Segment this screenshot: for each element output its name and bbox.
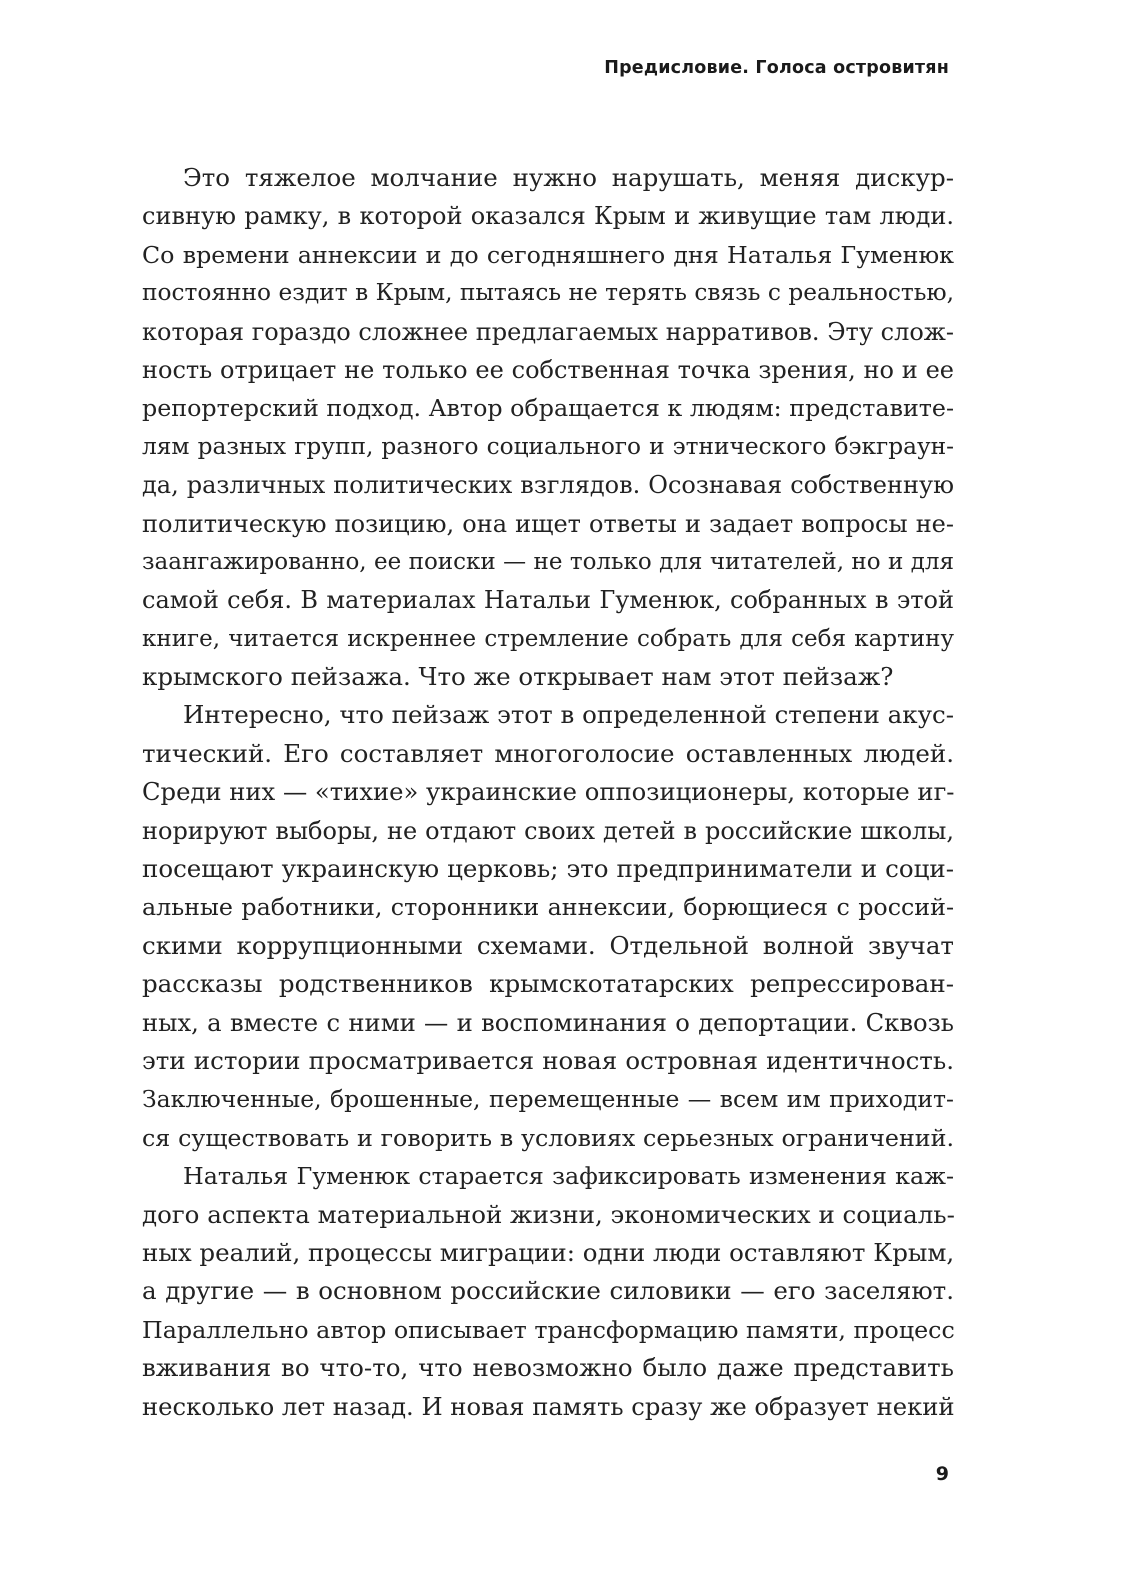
text-line: эти истории просматривается новая островная идентичность. [142, 1045, 954, 1075]
text-line: ся существовать и говорить в условиях серьезных ограничений. [142, 1123, 954, 1152]
text-line: политическую позицию, она ищет ответы и задает вопросы не- [142, 509, 954, 538]
text-line: ных реалий, процессы миграции: одни люди оставляют Крым, [142, 1237, 955, 1267]
text-line: тический. Его составляет многоголосие оставленных людей. [142, 738, 954, 768]
text-line: которая гораздо сложнее предлагаемых нарративов. Эту слож- [142, 317, 954, 346]
text-line: лям разных групп, разного социального и этнического бэкграун- [142, 432, 954, 460]
text-line: ных, а вместе с ними — и воспоминания о депортации. Сквозь [142, 1007, 954, 1037]
text-line: дого аспекта материальной жизни, экономических и социаль- [142, 1199, 955, 1229]
text-line: Это тяжелое молчание нужно нарушать, меняя дискур- [183, 163, 954, 192]
text-line: Наталья Гуменюк старается зафиксировать изменения каж- [183, 1162, 954, 1191]
running-header-title: Предисловие. Голоса островитян [604, 58, 949, 78]
text-line: Среди них — «тихие» украинские оппозиционеры, которые иг- [142, 777, 955, 807]
text-line: вживания во что-то, что невозможно было даже представить [142, 1353, 954, 1383]
text-line: скими коррупционными схемами. Отдельной волной звучат [142, 930, 954, 960]
text-line: Параллельно автор описывает трансформацию памяти, процесс [142, 1315, 955, 1344]
text-line: книге, читается искреннее стремление собрать для себя картину [142, 625, 954, 652]
page-number: 9 [935, 1463, 949, 1485]
text-line: да, различных политических взглядов. Осознавая собственную [142, 471, 954, 500]
text-line: ность отрицает не только ее собственная точка зрения, но и ее [142, 355, 954, 384]
text-line: альные работники, сторонники аннексии, борющиеся с россий- [142, 893, 954, 922]
text-line: сивную рамку, в которой оказался Крым и живущие там люди. [142, 202, 954, 231]
text-line: самой себя. В материалах Натальи Гуменюк, собранных в этой [142, 586, 954, 615]
text-line: несколько лет назад. И новая память сразу же образует некий [142, 1391, 955, 1421]
text-line: норируют выборы, не отдают своих детей в российские школы, [142, 816, 954, 845]
text-line: заангажированно, ее поиски — не только для читателей, но и для [142, 548, 954, 575]
text-line: Заключенные, брошенные, перемещенные — всем им приходит- [142, 1085, 954, 1114]
text-line: постоянно ездит в Крым, пытаясь не терять связь с реальностью, [142, 279, 954, 307]
text-line: репортерский подход. Автор обращается к людям: представите- [142, 394, 954, 423]
text-line: Интересно, что пейзаж этот в определенной степени акус- [183, 700, 954, 730]
text-line: Со времени аннексии и до сегодняшнего дня Наталья Гуменюк [142, 240, 954, 269]
text-line: а другие — в основном российские силовики — его заселяют. [142, 1276, 954, 1306]
text-line: крымского пейзажа. Что же открывает нам этот пейзаж? [142, 662, 894, 692]
body-text [142, 159, 954, 1426]
text-line: посещают украинскую церковь; это предприниматели и соци- [142, 854, 954, 884]
text-line: рассказы родственников крымскотатарских репрессирован- [142, 969, 954, 999]
